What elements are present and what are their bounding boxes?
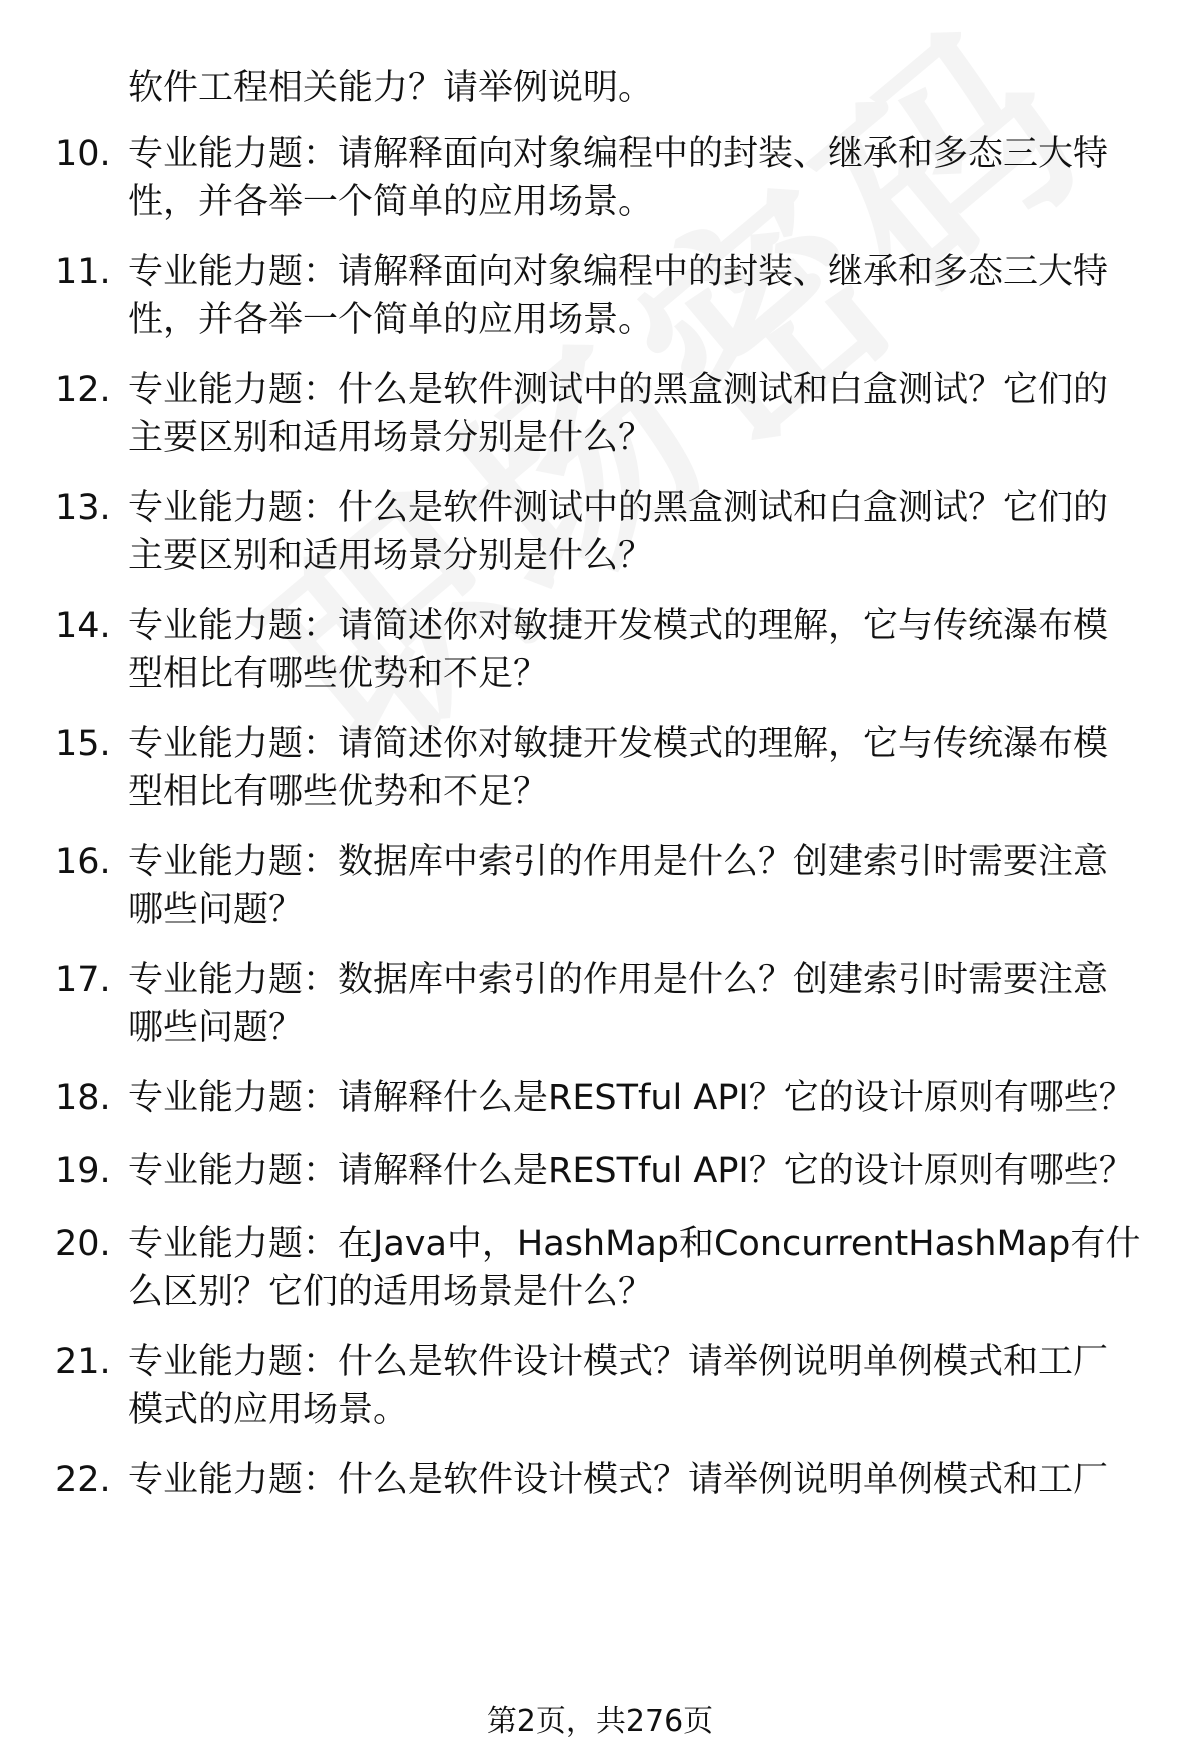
question-text: 专业能力题：在Java中，HashMap和ConcurrentHashMap有什 么区别？它们的适用场景是什么？ xyxy=(128,1224,1141,1312)
question-text: 专业能力题：请解释什么是RESTful API？它的设计原则有哪些？ xyxy=(128,1078,1134,1118)
question-number: 17. xyxy=(55,960,111,1000)
page-footer: 第2页，共276页 xyxy=(486,1704,714,1739)
question-number: 20. xyxy=(55,1224,111,1264)
question-number: 12. xyxy=(55,370,111,410)
question-number: 13. xyxy=(55,488,111,528)
question-text: 专业能力题：什么是软件测试中的黑盒测试和白盒测试？它们的 主要区别和适用场景分别是什么？ xyxy=(128,370,1109,458)
question-number: 21. xyxy=(55,1342,111,1382)
question-text: 专业能力题：什么是软件设计模式？请举例说明单例模式和工厂 模式的应用场景。 xyxy=(128,1342,1109,1430)
question-text: 专业能力题：什么是软件设计模式？请举例说明单例模式和工厂 xyxy=(128,1460,1109,1500)
question-text: 专业能力题：请解释面向对象编程中的封装、继承和多态三大特 性，并各举一个简单的应用场景。 xyxy=(128,252,1109,340)
question-text: 专业能力题：请简述你对敏捷开发模式的理解，它与传统瀑布模 型相比有哪些优势和不足？ xyxy=(128,724,1109,812)
question-text: 专业能力题：请解释面向对象编程中的封装、继承和多态三大特 性，并各举一个简单的应用场景。 xyxy=(128,134,1109,222)
question-text: 专业能力题：什么是软件测试中的黑盒测试和白盒测试？它们的 主要区别和适用场景分别是什么？ xyxy=(128,488,1109,576)
question-number: 14. xyxy=(55,606,111,646)
question-number: 15. xyxy=(55,724,111,764)
question-text: 软件工程相关能力？请举例说明。 xyxy=(128,68,654,108)
question-number: 11. xyxy=(55,252,111,292)
question-text: 专业能力题：数据库中索引的作用是什么？创建索引时需要注意 哪些问题？ xyxy=(128,960,1109,1048)
question-number: 10. xyxy=(55,134,111,174)
question-number: 16. xyxy=(55,842,111,882)
question-number: 18. xyxy=(55,1078,111,1118)
question-text: 专业能力题：数据库中索引的作用是什么？创建索引时需要注意 哪些问题？ xyxy=(128,842,1109,930)
question-text: 专业能力题：请简述你对敏捷开发模式的理解，它与传统瀑布模 型相比有哪些优势和不足？ xyxy=(128,606,1109,694)
question-text: 专业能力题：请解释什么是RESTful API？它的设计原则有哪些？ xyxy=(128,1151,1134,1191)
question-number: 19. xyxy=(55,1151,111,1191)
question-number: 22. xyxy=(55,1460,111,1500)
